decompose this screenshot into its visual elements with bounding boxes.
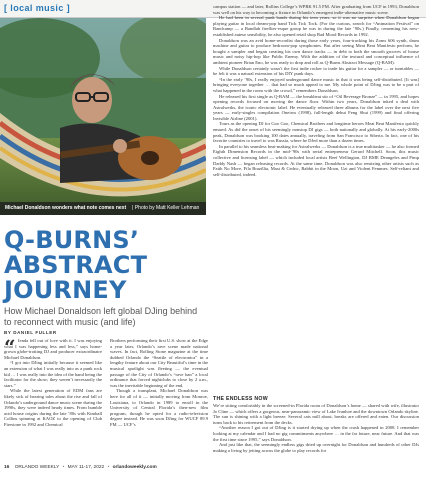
photo-credit: | Photo by Matt Keller Lehman xyxy=(132,205,200,211)
issue-dates: MAY 11-17, 2022 xyxy=(67,465,105,470)
page-number: 16 xyxy=(4,465,10,470)
paragraph: “In the early ’90s, I really enjoyed underground dance music in that it was being self-distributed. [It was] bringing everyone together … that had so much appeal to me. My whole point of DJing was to be a part of what happened in the room with the crowd,” remembers Donaldson. xyxy=(213,76,419,93)
paragraph: And just like that, the seemingly endless gigs dried up overnight for Donaldson and hundreds of other DJs making a living by jetting across the globe to play records for xyxy=(213,442,419,453)
section-tag: [ local music ] xyxy=(4,3,71,13)
paragraph: “Another reason I got out of DJing is it started drying up when the crash happened in 2008. I remember looking at my calendar and I had no gig commitments anywhere … in the far future, near future. And that was the first time since 1995,” says Donaldson. xyxy=(213,425,419,442)
paragraph: While Donaldson certainly wasn’t the first indie rocker to trade his guitar for a sampler — or turntables — he felt it was a natural extension of his DIY punk days. xyxy=(213,65,419,77)
headline xyxy=(4,228,206,303)
paragraph: We’re sitting comfortably in the screened-in Florida room of Donaldson’s home — shared with wife, illustrator Jo Cline — which offers a gorgeous, near-panoramic view of Lake Ivanhoe and the downtown Orlando skyline. The sun is shining with a light breeze. Several cats mill about, breaks are offered and eaten. Our discussion turns back to his retirement from the decks. xyxy=(213,403,419,425)
paragraph: Donaldson was an avid home-recordist during those early years, four-tracking his Zoms 606 synth, drum machine and guitar to produce bedroom-pop symphonies. But after seeing Meat Beat Manifesto perform, he bought a sampler and began creating his own dance tracks — in debt to both the smooth grooves of house music and noisy hip-hop like Public Enemy. With the addition of the textural and conceptual influence of ambient pioneer Brian Eno, he was ready to drop and roll as Q-Burns Abstract Message (Q-BAM). xyxy=(213,37,419,65)
byline: BY DANIEL FULLER xyxy=(4,330,57,335)
feature-photo xyxy=(0,18,206,215)
paragraph: In parallel to his seamless beat-making for Astralwerks — Donaldson is a true multitasker — he also formed Eighth Dimension Records in the mid-’90s with serial entrepreneur Gerard Mitchell. Soon, this music collective and licensing label — which included local artists Beef Wellington, DJ BME Deangeles and Pimp Daddy Nash — began releasing records. At the same time, Donaldson was also remixing other artists such as Faith No More, Fila Brazillia, Mast & Cedric, Rabbit in the Moon, Uzi and Violent Femmes. Self-reliant and self-distributed, indeed. xyxy=(213,143,419,177)
photo-caption xyxy=(0,202,206,215)
headline-line-3: JOURNEY xyxy=(4,276,127,304)
body-column-1 xyxy=(4,335,102,446)
headline-line-1: Q-BURNS’ xyxy=(4,226,140,254)
section-subhead: THE ENDLESS NOW xyxy=(213,396,268,402)
publication-name: ORLANDO WEEKLY xyxy=(14,465,60,470)
paragraph: Brothers performing their first U.S. show at the Edge a year later, Orlando’s rave scene made national waves. In fact, Rolling Stone magazine at the time dubbed Orlando the “Seattle of electronica” in a lengthy feature about our City Beautiful’s time in the musical spotlight was fleeting — the eventual passage of the City of Orlando’s “rave ban” a local ordinance that forced nightclubs to close by 2 a.m., was the inevitable beginning of the end. xyxy=(110,338,208,388)
headline-line-2: ABSTRACT xyxy=(4,251,148,279)
body-column-4 xyxy=(213,403,419,455)
footer-separator: • xyxy=(62,465,65,470)
paragraph: “I got into DJing initially because it seemed like an extension of what I was really into as a punk rock kid … I was really into the idea of the band being the facilitator for the show; they weren’t necessarily the stars.” xyxy=(4,360,102,388)
footer-separator: • xyxy=(107,465,110,470)
paragraph: Though a transplant, Michael Donaldson was here for all of it — initially moving from Monroe, Louisiana, to Orlando in 1989 to enroll in the University of Central Florida’s then-new film program, though he opted for a radio-television degree instead. He was soon DJing for WUCF 89.9 FM — UCF’s xyxy=(110,388,208,427)
paragraph: He released his first single as Q-BAM — the breakbeat stir of “Oil Beverage Bronze” — in 1995, and hopes opening records focused on moving the dance floor. Within two years, Donaldson inked a deal with Astralwerks, the iconic electronic label. He eventually released three albums for the label over the next five years — early-singles compilation Oneiros (1998), full-length debut Feng Shui (1999) and final offering Invisible Airline (2001). xyxy=(213,93,419,121)
paragraph: Tours as the opening DJ for Goo Goo, Chemical Brothers and longtime heroes Meat Beat Manifesto quickly ensued. As did the onset of his seemingly nonstop DJ gigs — both nationally and globally. At his early-2000s peak, Donaldson was booking 100 dates annually, traveling from San Francisco to Siberia. In fact, one of his favorite countries to travel to was Russia, where he DJed more than a dozen times. xyxy=(213,121,419,144)
body-column-2 xyxy=(110,338,208,446)
body-column-3 xyxy=(213,4,419,392)
drop-quote-mark: “ xyxy=(4,335,16,359)
article-dek: How Michael Donaldson left global DJing behind to reconnect with music (and life) xyxy=(4,306,198,327)
caption-text: Michael Donaldson wonders what note comes next xyxy=(5,205,127,211)
website-link[interactable]: orlandoweekly.com xyxy=(112,465,157,470)
paragraph: campus station — and later, Rollins College’s WPRK 91.5 FM. After graduating from UCF in 1993, Donaldson was well on his way to becoming a fixture in Orlando’s emergent indie-alternative music scene. xyxy=(213,4,419,15)
photo-illustration xyxy=(0,18,206,215)
paragraph: Ienda fell out of love with it. I was enjoying what I was happening less and less,” says home-grown globe-trotting DJ and producer extraordinaire Michael Donaldson. xyxy=(4,338,102,360)
paragraph: While the latest generation of EDM fans are likely sick of hearing tales about the rise and fall of Orlando’s underground dance music scene during the 1990s, they were indeed heady times. From humble acid house origins during the late ’80s with Kimball Collins spinning at KAOZ to the opening of Club Firestone in 1992 and Chemical xyxy=(4,388,102,427)
page-footer xyxy=(4,465,157,470)
paragraph: He had been in several punk bands during his teen years, so it was no surprise when Donaldson began playing guitar in local dream-pop band Tick Tick Tock. (For the curious, search for “Animation Festival” on Bandcamp — a Bandlab fireflies-esque group he was in during the late ’90s.) Finally, cementing his now-established auteur sensibility, he also opened retail shop Bad Mood Records in 1992. xyxy=(213,15,419,37)
